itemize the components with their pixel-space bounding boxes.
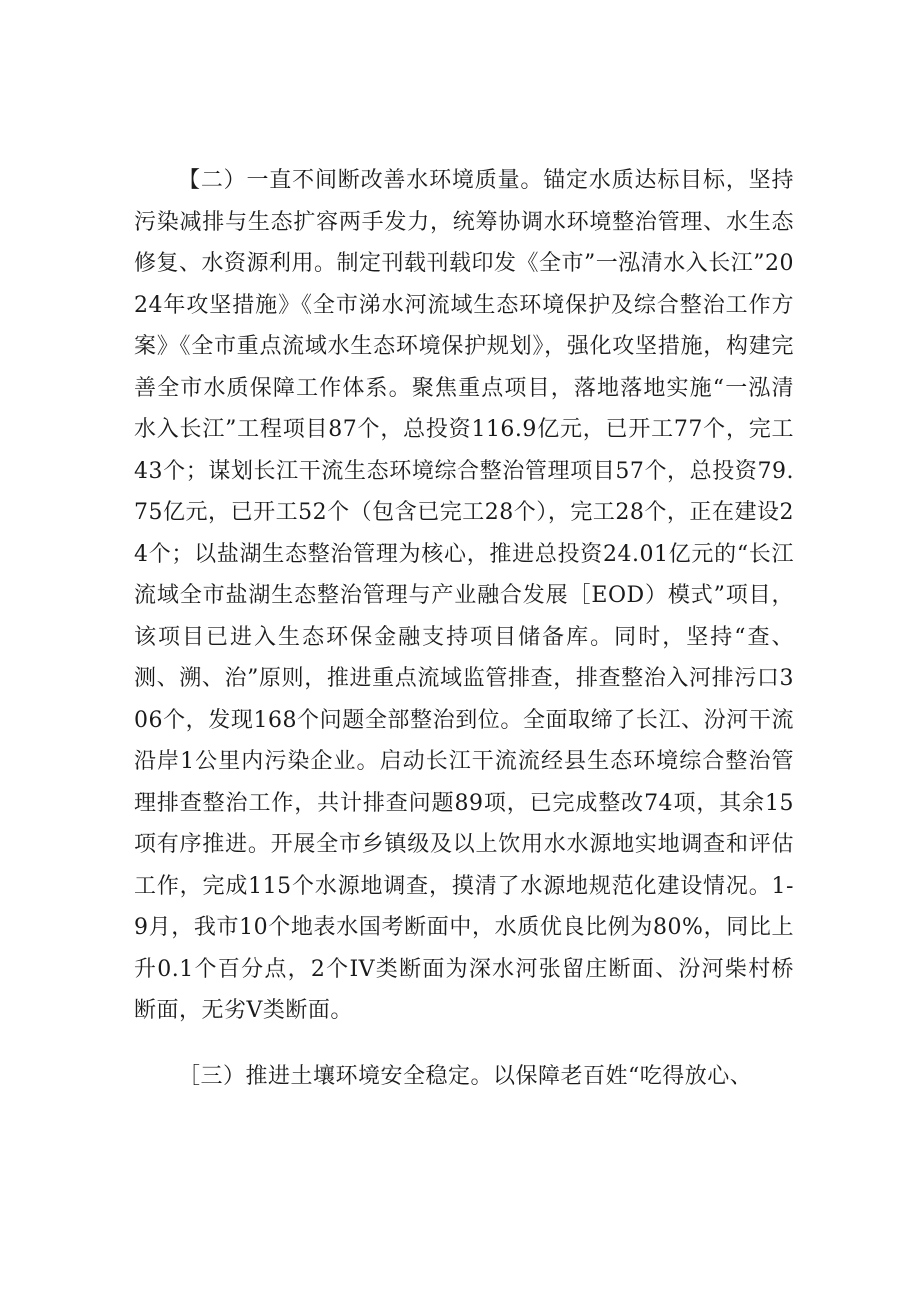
paragraph-water-quality: 【二）一直不间断改善水环境质量。锚定水质达标目标，坚持污染减排与生态扩容两手发力，统筹协调水环境整治管理、水生态修复、水资源利用。制定刊载刊载印发《全市”一泓清水入长江”2024年攻坚措施》《全市涕水河流域生态环境保护及综合整治工作方案》《全市重点流域水生态环境保护规划》，强化攻坚措施，构建完善全市水质保障工作体系。聚焦重点项目，落地落地实施“一泓清水入长江”工程项目87个，总投资116.9亿元，已开工77个，完工43个；谋划长江干流生态环境综合整治管理项目57个，总投资79.75亿元，已开工52个（包含已完工28个），完工28个，正在建设24个；以盐湖生态整治管理为核心，推进总投资24.01亿元的“长江流域全市盐湖生态整治管理与产业融合发展［EOD）模式”项目，该项目已进入生态环保金融支持项目储备库。同时，坚持“查、测、溯、治”原则，推进重点流域监管排查，排查整治入河排污口306个，发现168个问题全部整治到位。全面取缔了长江、汾河干流沿岸1公里内污染企业。启动长江干流流经县生态环境综合整治管理排查整治工作，共计排查问题89项，已完成整改74项，其余15项有序推进。开展全市乡镇级及以上饮用水水源地实地调查和评估工作，完成115个水源地调查，摸清了水源地规范化建设情况。1-9月，我市10个地表水国考断面中，水质优良比例为80%，同比上升0.1个百分点，2个IV类断面为深水河张留庄断面、汾河柴村桥断面，无劣V类断面。: [134, 168, 794, 1023]
document-body: [134, 160, 794, 1097]
paragraph-soil-safety: ［三）推进土壤环境安全稳定。以保障老百姓“吃得放心、: [178, 1063, 753, 1089]
